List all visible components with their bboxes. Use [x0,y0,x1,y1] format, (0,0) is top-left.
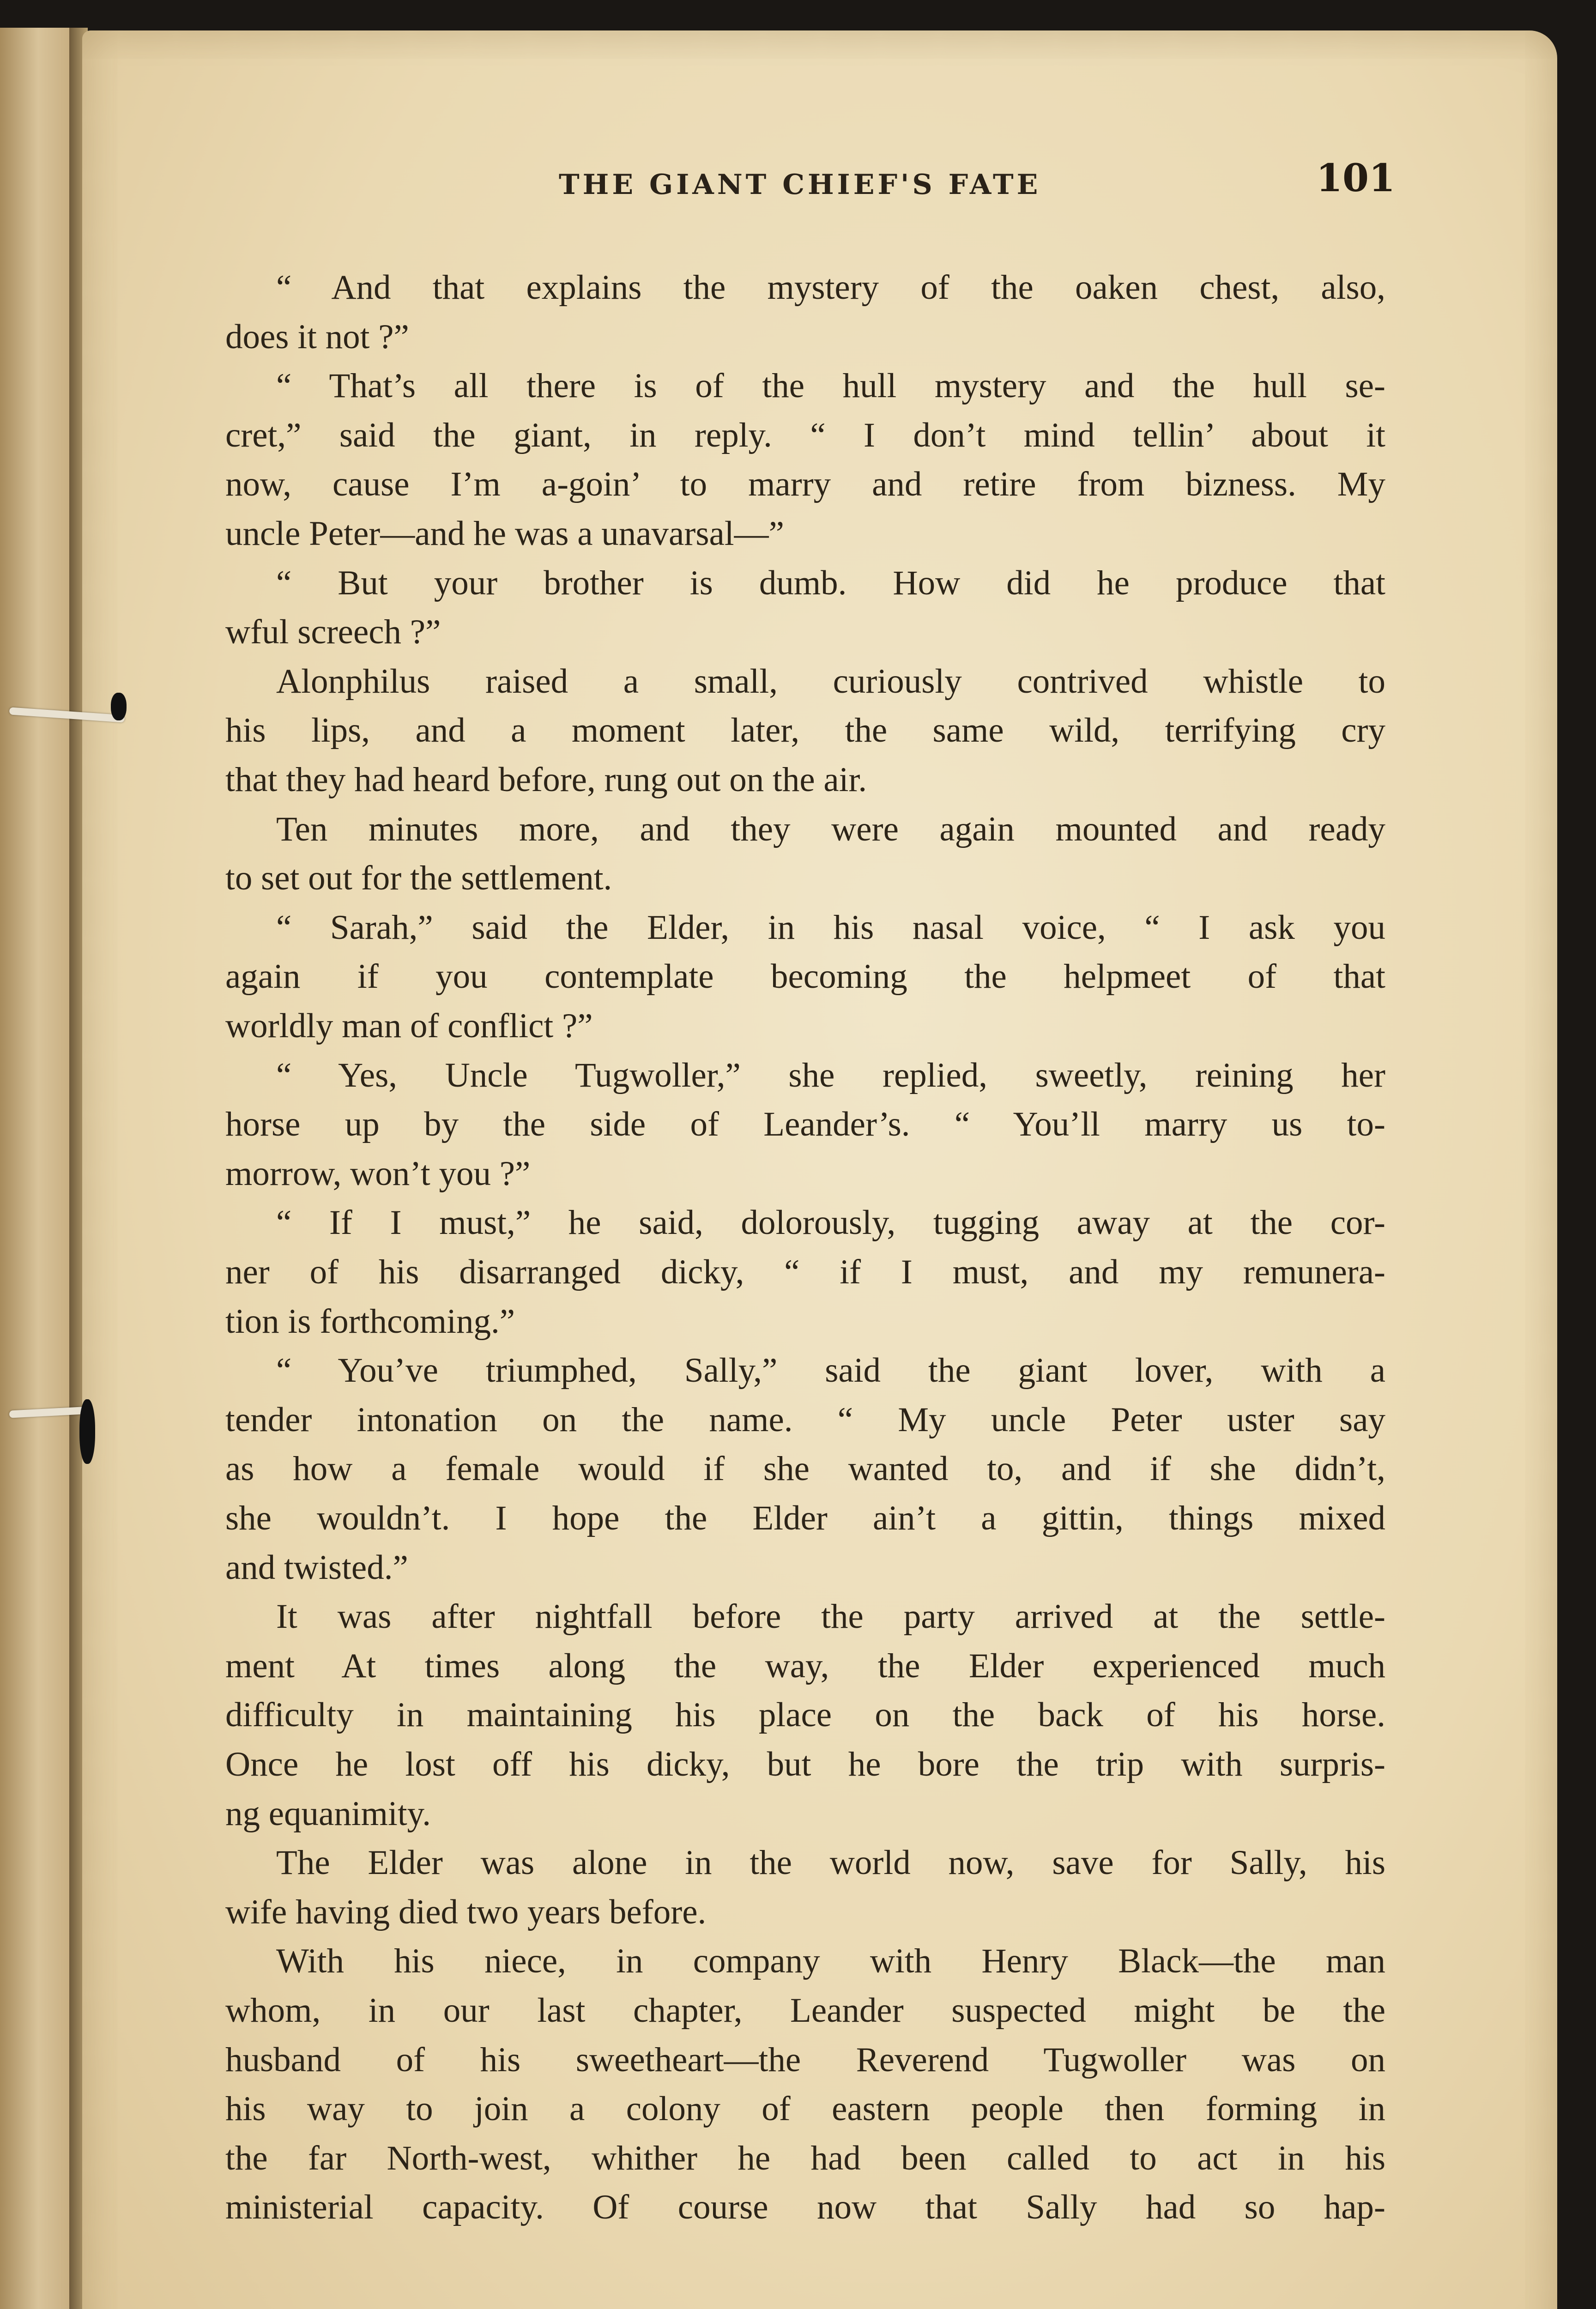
text-line: ment At times along the way, the Elder experienced much [225,1647,1385,1685]
text-line: Ten minutes more, and they were again mounted and ready [276,810,1385,848]
text-line: ng equanimity. [225,1795,431,1833]
text-line: “ That’s all there is of the hull mystery and the hull se- [276,367,1385,405]
text-line: ner of his disarranged dicky, “ if I must, and my remunera- [225,1253,1385,1291]
text-line: and twisted.” [225,1548,408,1587]
text-line: to set out for the settlement. [225,859,612,897]
text-line: With his niece, in company with Henry Black—the man [276,1942,1385,1980]
stitch-hole-upper [111,693,127,720]
text-line: now, cause I’m a-goin’ to marry and retire from bizness. My [225,465,1385,503]
text-line: Alonphilus raised a small, curiously contrived whistle to [276,662,1385,701]
text-line: “ Sarah,” said the Elder, in his nasal voice, “ I ask you [276,908,1385,947]
text-line: his way to join a colony of eastern people then forming in [225,2090,1385,2128]
left-page-edge [0,28,72,2309]
page-number: 101 [1316,156,1396,200]
text-line: husband of his sweetheart—the Reverend Tugwoller was on [225,2041,1385,2079]
text-line: wife having died two years before. [225,1893,707,1931]
text-line: as how a female would if she wanted to, and if she didn’t, [225,1450,1385,1488]
running-head: THE GIANT CHIEF'S FATE [559,169,1041,201]
text-line: the far North-west, whither he had been called to act in his [225,2139,1385,2177]
text-line: his lips, and a moment later, the same wild, terrifying cry [225,711,1385,750]
text-line: “ But your brother is dumb. How did he produce that [276,564,1385,602]
text-line: difficulty in maintaining his place on the back of his horse. [225,1696,1385,1734]
text-line: Once he lost off his dicky, but he bore the trip with surpris- [225,1745,1385,1783]
text-line: ministerial capacity. Of course now that Sally had so hap- [225,2188,1385,2226]
text-line: whom, in our last chapter, Leander suspected might be the [225,1991,1385,2030]
text-line: “ You’ve triumphed, Sally,” said the giant lover, with a [276,1351,1385,1390]
text-line: morrow, won’t you ?” [225,1154,531,1193]
text-line: uncle Peter—and he was a unavarsal—” [225,514,784,553]
text-line: again if you contemplate becoming the helpmeet of that [225,957,1385,996]
stitch-hole-lower [79,1399,95,1464]
text-line: does it not ?” [225,318,409,356]
text-line: cret,” said the giant, in reply. “ I don’t mind tellin’ about it [225,416,1385,454]
text-line: “ And that explains the mystery of the oaken chest, also, [276,268,1385,307]
text-line: It was after nightfall before the party arrived at the settle- [276,1597,1385,1636]
text-line: wful screech ?” [225,613,441,651]
text-line: she wouldn’t. I hope the Elder ain’t a gittin, things mixed [225,1499,1385,1537]
text-line: “ If I must,” he said, dolorously, tugging away at the cor- [276,1203,1385,1242]
text-line: horse up by the side of Leander’s. “ You’ll marry us to- [225,1105,1385,1143]
text-line: The Elder was alone in the world now, save for Sally, his [276,1844,1385,1882]
text-line: “ Yes, Uncle Tugwoller,” she replied, sweetly, reining her [276,1056,1385,1094]
text-line: tender intonation on the name. “ My uncle Peter uster say [225,1401,1385,1439]
text-line: that they had heard before, rung out on the air. [225,761,867,799]
text-line: worldly man of conflict ?” [225,1007,593,1045]
text-line: tion is forthcoming.” [225,1302,515,1341]
